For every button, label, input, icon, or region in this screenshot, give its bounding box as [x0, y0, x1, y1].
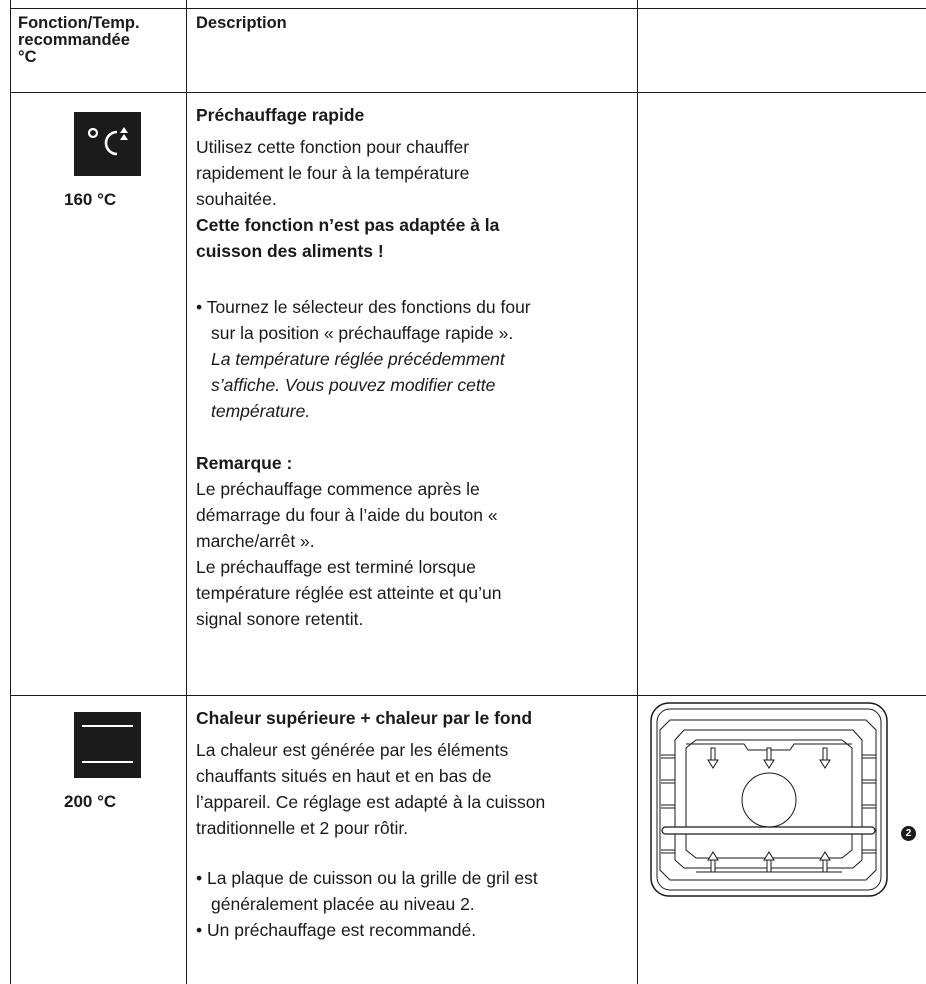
- header-col-description: Description: [196, 14, 287, 32]
- rapid-preheat-icon: [74, 112, 141, 176]
- top-bottom-heat-icon: [74, 712, 141, 778]
- level-2-badge: 2: [901, 826, 916, 841]
- row2-title: Chaleur supérieure + chaleur par le fond: [196, 708, 533, 728]
- row2-description: Chaleur supérieure + chaleur par le fond La chaleur est générée par les éléments chauffants situés en haut et en bas de l’appareil. Ce réglage est adapté à la cuisson traditionnelle et 2 pour rôtir. • La plaque de cuisson ou la grille de gril est généralement placée au niveau 2. • Un préchauffage est recommandé.: [196, 705, 636, 943]
- row1-note-label: Remarque :: [196, 453, 293, 473]
- row1-description: Préchauffage rapide Utilisez cette fonction pour chauffer rapidement le four à la température souhaitée. Cette fonction n’est pas adaptée à la cuisson des aliments ! • Tournez le sélecteur des fonctions du four sur la position « préchauffage rapide ». La température réglée précédemment s’affiche. Vous pouvez modifier cette température. Remarque : Le préchauffage commence après le démarrage du four à l’aide du bouton « marche/arrêt ». Le préchauffage est terminé lorsque température réglée est atteinte et qu’un signal sonore retentit.: [196, 102, 636, 632]
- table-row-divider-header: [10, 92, 926, 93]
- table-border-left: [10, 0, 11, 984]
- row1-bullet: • Tournez le sélecteur des fonctions du four: [196, 297, 531, 317]
- row1-title: Préchauffage rapide: [196, 105, 365, 125]
- row2-temperature: 200 °C: [64, 792, 117, 811]
- table-divider-1: [186, 0, 187, 984]
- table-row-divider-1: [10, 695, 926, 696]
- row2-bullet-1: • La plaque de cuisson ou la grille de gril est: [196, 868, 538, 888]
- row1-temperature: 160 °C: [64, 190, 117, 209]
- table-border-top: [10, 8, 926, 9]
- table-divider-2: [637, 0, 638, 984]
- row2-bullet-2: • Un préchauffage est recommandé.: [196, 920, 477, 940]
- header-col-function: Fonction/Temp. recommandée °C: [18, 14, 140, 66]
- oven-diagram: [648, 700, 918, 900]
